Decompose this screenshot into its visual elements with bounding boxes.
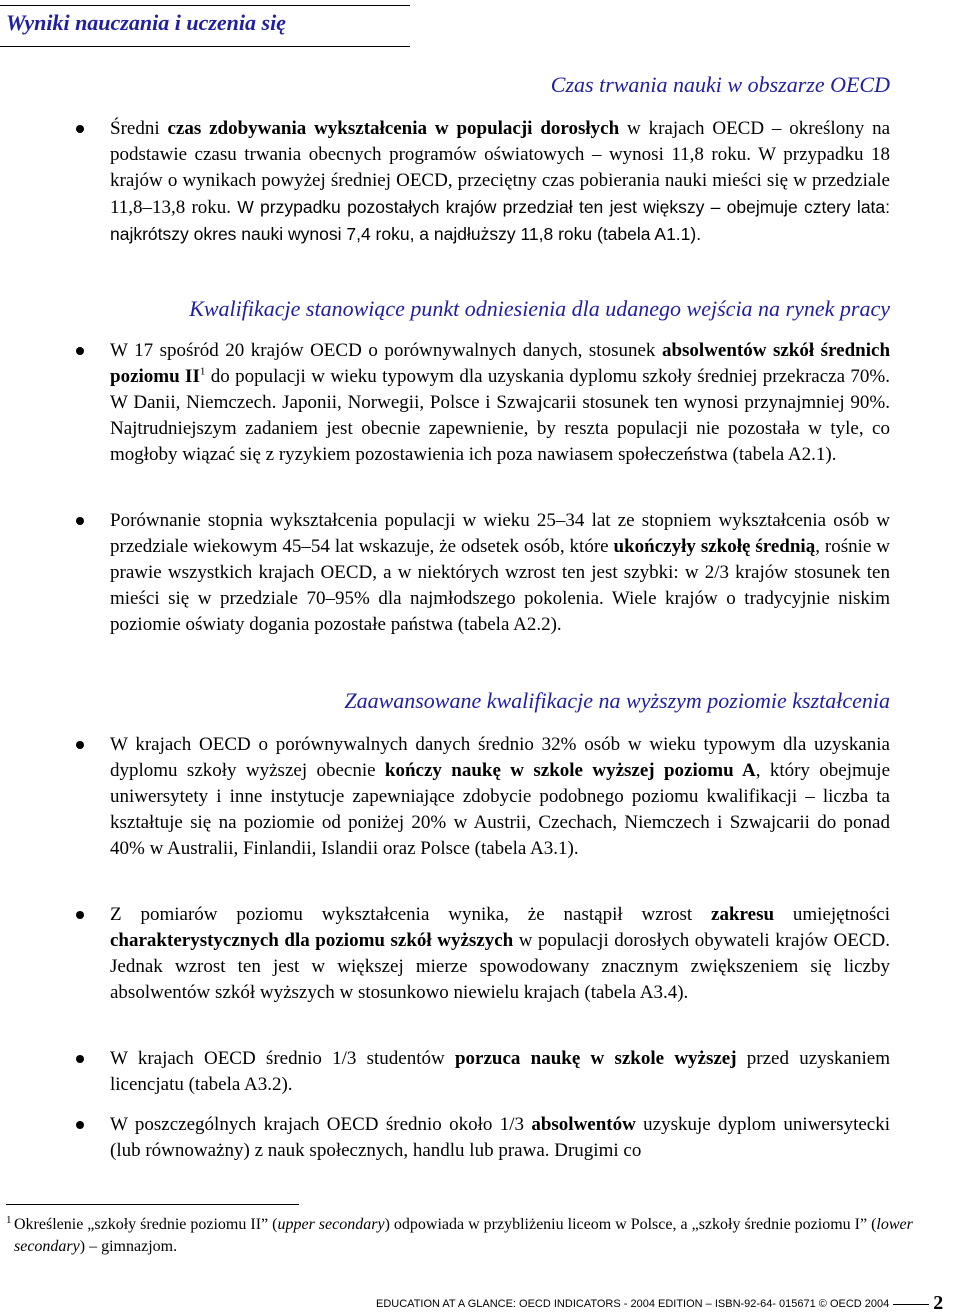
footnote: 1 Określenie „szkoły średnie poziomu II” (upper secondary) odpowiada w przybliżeniu liceom w Polsce, a „szkoły średnie poziomu I” (lower secondary) – gimnazjom. bbox=[6, 1214, 913, 1255]
bullet-paragraph: W krajach OECD średnio 1/3 studentów porzuca naukę w szkole wyższej przed uzyskaniem licencjatu (tabela A3.2). bbox=[110, 1046, 890, 1098]
bullet-dot bbox=[76, 741, 84, 749]
header-rule-bottom bbox=[0, 46, 410, 47]
header-rule-top bbox=[0, 5, 410, 6]
bullet-paragraph: W poszczególnych krajach OECD średnio około 1/3 absolwentów uzyskuje dyplom uniwersytecki (lub równoważny) z nauk społecznych, handlu lub prawa. Drugimi co bbox=[110, 1112, 890, 1164]
bullet-paragraph: W 17 spośród 20 krajów OECD o porównywalnych danych, stosunek absolwentów szkół średnich poziomu $II^1$ do populacji w wieku typowym dla uzyskania dyplomu szkoły średniej przekracza 70%. W Danii, Niemczech. Japonii, Norwegii, Polsce i Szwajcarii stosunek ten wynosi przynajmniej 90%. Najtrudniejszym zadaniem jest obecnie zapewnienie, by reszta populacji nie pozostała w tyle, co mogłoby wiązać się z ryzykiem pozostawienia ich poza nawiasem społeczeństwa (tabela A2.1). bbox=[110, 338, 890, 468]
bullet-dot bbox=[76, 1055, 84, 1063]
bullet-dot bbox=[76, 911, 84, 919]
bullet-dot bbox=[76, 1121, 84, 1129]
bullet-dot bbox=[76, 125, 84, 133]
footnote-separator bbox=[6, 1204, 299, 1205]
bullet-dot bbox=[76, 517, 84, 525]
section-heading-qualifications: Kwalifikacje stanowiące punkt odniesienia dla udanego wejścia na rynek pracy bbox=[189, 296, 890, 321]
bullet-paragraph: Średni czas zdobywania wykształcenia w populacji dorosłych w krajach OECD – określony na podstawie czasu trwania obecnych programów oświatowych – wynosi 11,8 roku. W przypadku 18 krajów o wynikach powyżej średniej OECD, przeciętny czas pobierania nauki mieści się w przedziale 11,8–13,8 roku. W przypadku pozostałych krajów przedział ten jest większy – obejmuje cztery lata: najkrótszy okres nauki wynosi 7,4 roku, a najdłuższy 11,8 roku (tabela A1.1). bbox=[110, 116, 890, 248]
footer-rule bbox=[893, 1304, 929, 1305]
footer-text: EDUCATION AT A GLANCE: OECD INDICATORS - 2004 EDITION – ISBN-92-64- 015671 © OECD 2004 bbox=[376, 1298, 890, 1310]
page-number: 2 bbox=[933, 1292, 944, 1314]
running-header-title: Wyniki nauczania i uczenia się bbox=[6, 10, 286, 35]
footnote-ref: 1 bbox=[199, 365, 206, 378]
section-heading-duration: Czas trwania nauki w obszarze OECD bbox=[550, 72, 890, 97]
section-heading-advanced: Zaawansowane kwalifikacje na wyższym poziomie kształcenia bbox=[344, 688, 890, 713]
bullet-dot bbox=[76, 347, 84, 355]
bullet-paragraph: Z pomiarów poziomu wykształcenia wynika, że nastąpił wzrost zakresu umiejętności charakterystycznych dla poziomu szkół wyższych w populacji dorosłych obywateli krajów OECD. Jednak wzrost ten jest w większej mierze spowodowany znacznym zwiększeniem się liczby absolwentów szkół wyższych w stosunkowo niewielu krajach (tabela A3.4). bbox=[110, 902, 890, 1006]
bullet-paragraph: W krajach OECD o porównywalnych danych średnio 32% osób w wieku typowym dla uzyskania dyplomu szkoły wyższej obecnie kończy naukę w szkole wyższej poziomu A, który obejmuje uniwersytety i inne instytucje zapewniające zdobycie podobnego poziomu kwalifikacji – liczba ta kształtuje się na poziomie od poniżej 20% w Austrii, Czechach, Niemczech i Szwajcarii do ponad 40% w Australii, Finlandii, Islandii oraz Polsce (tabela A3.1). bbox=[110, 732, 890, 862]
bullet-paragraph: Porównanie stopnia wykształcenia populacji w wieku 25–34 lat ze stopniem wykształcenia osób w przedziale wiekowym 45–54 lat wskazuje, że odsetek osób, które ukończyły szkołę średnią, rośnie w prawie wszystkich krajach OECD, a w niektórych wzrost ten jest szybki: w 2/3 krajów stosunek ten mieści się w przedziale 70–95% dla najmłodszego pokolenia. Wiele krajów o tradycyjnie niskim poziomie oświaty dogania pozostałe państwa (tabela A2.2). bbox=[110, 508, 890, 638]
